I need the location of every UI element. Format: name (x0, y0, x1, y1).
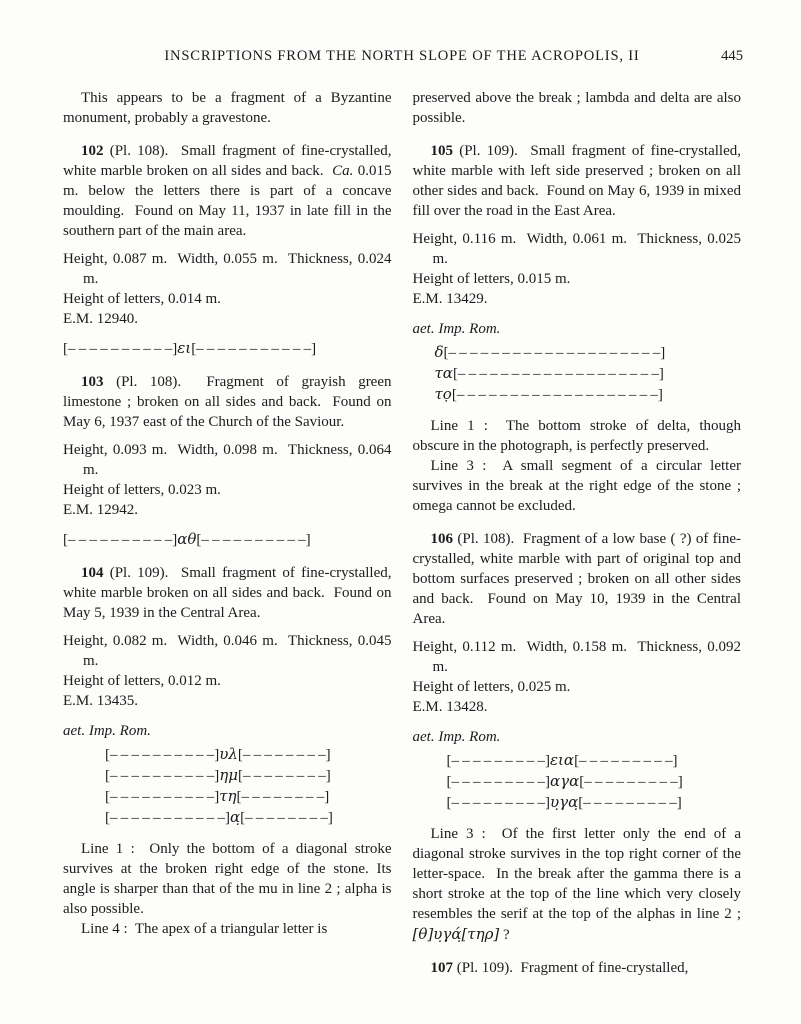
entry-104-inscription-line-2 (105, 765, 392, 786)
inscription-dashes: [– – – – – – – – –] (446, 795, 550, 811)
entry-106-inscription-line-3 (447, 792, 742, 813)
inscription-dashes: [– – – – – – – – – –] (105, 768, 220, 784)
entry-number-104: 104 (81, 565, 104, 581)
entry-103-em-number: E.M. 12942. (63, 502, 138, 518)
entry-105-inscription-block (413, 342, 742, 405)
inscription-greek: α̣ (230, 808, 241, 826)
inscription-greek: εια (550, 751, 575, 769)
entry-102-text-2: 0.015 m. below the letters there is part of a concave moulding. Found on May 11, 1937 in late fill in the southern part of the main area. (63, 163, 392, 239)
entry-106-em-number: E.M. 13428. (412, 699, 488, 715)
inscription-greek: τη (219, 787, 237, 805)
entry-104-line1-comment: Line 1 : Only the bottom of a diagonal stroke survives at the broken right edge of the stone. Its angle is sharper than that of the mu in line 2 ; alpha is also possible. (63, 841, 392, 917)
paragraph-continuation: preserved above the break ; lambda and delta are also possible. (412, 90, 741, 126)
inscription-dashes: [– – – – – – – – – –] (63, 532, 178, 548)
inscription-dashes: [– – – – – – – –] (240, 810, 333, 826)
entry-104-heading (63, 563, 392, 623)
inscription-dashes: [– – – – – – – – – –] (63, 341, 178, 357)
entry-102-heading (63, 141, 392, 241)
entry-104-inscription-line-3 (105, 786, 392, 807)
inscription-dashes: [– – – – – – – – – – –] (191, 341, 317, 357)
page-number: 445 (721, 48, 743, 64)
entry-number-103: 103 (81, 374, 104, 390)
comment-greek: [θ]υ̣γά̣[τηρ] (412, 925, 500, 943)
entry-105-text: (Pl. 109). Small fragment of fine-crystalled, white marble with left side preserved ; broken on all other sides and back. Found on May 6, 1939 in mixed fill over the road in the East Area. (412, 143, 741, 219)
running-head (63, 46, 741, 66)
two-column-body (63, 88, 741, 978)
entry-105-letter-height: Height of letters, 0.015 m. (412, 271, 571, 287)
entry-105-date-label: aet. Imp. Rom. (412, 321, 501, 337)
right-column (413, 88, 742, 978)
inscription-dashes: [– – – – – – – – – –] (105, 747, 220, 763)
entry-105-dimensions: Height, 0.116 m. Width, 0.061 m. Thickness, 0.025 m. (412, 231, 741, 267)
entry-104-em-number: E.M. 13435. (63, 693, 138, 709)
entry-104-line4-comment: Line 4 : The apex of a triangular letter is (81, 921, 328, 937)
entry-106-date-label: aet. Imp. Rom. (412, 729, 501, 745)
entry-106-inscription-line-2 (447, 771, 742, 792)
inscription-greek: αγα (550, 772, 580, 790)
left-column (63, 88, 392, 939)
inscription-dashes: [– – – – – – – – –] (578, 795, 682, 811)
inscription-greek: ημ (219, 766, 238, 784)
inscription-greek: δ (434, 343, 444, 361)
entry-106-inscription-block (413, 750, 742, 813)
entry-102-text-1: (Pl. 108). Small fragment of fine-crystalled, white marble broken on all sides and back. (63, 143, 392, 179)
entry-103-inscription (63, 529, 392, 550)
entry-105-em-number: E.M. 13429. (412, 291, 488, 307)
comment-text: Line 3 : Of the first letter only the end of a diagonal stroke survives in the top right corner of the letter-space. In the break after the gamma there is a short stroke at the top of the line which very closely resembles the serif at the top of the alphas in line 2 ; (412, 826, 741, 922)
entry-104-inscription-line-4 (105, 807, 392, 828)
entry-102-letter-height: Height of letters, 0.014 m. (63, 291, 221, 307)
inscription-dashes: [– – – – – – – – – – – – – – – – – – – –] (443, 345, 666, 361)
inscription-dashes: [– – – – – – – –] (237, 747, 331, 763)
entry-106-heading (413, 529, 742, 629)
inscription-greek: ει (177, 339, 192, 357)
inscription-dashes: [– – – – – – – – – – –] (105, 810, 230, 826)
entry-102-ca-italic: Ca. (332, 163, 354, 179)
inscription-dashes: [– – – – – – – –] (236, 789, 330, 805)
entry-102-em-number: E.M. 12940. (63, 311, 138, 327)
entry-105-heading (413, 141, 742, 221)
entry-number-107: 107 (430, 960, 453, 976)
entry-107-text: (Pl. 109). Fragment of fine-crystalled, (453, 960, 689, 976)
entry-104-letter-height: Height of letters, 0.012 m. (63, 673, 221, 689)
entry-106-inscription-line-1 (447, 750, 742, 771)
inscription-dashes: [– – – – – – – – – –] (196, 532, 311, 548)
entry-103-heading (63, 372, 392, 432)
entry-104-text: (Pl. 109). Small fragment of fine-crystalled, white marble broken on all sides and back. Found on May 5, 1939 in the Central Area. (63, 565, 392, 621)
entry-106-text: (Pl. 108). Fragment of a low base ( ?) of fine-crystalled, white marble with part of original top and bottom surfaces preserved ; broken on all other sides and back. Found on May 10, 1939 in the Central Area. (412, 531, 741, 627)
entry-105-inscription-line-3 (435, 384, 742, 405)
inscription-greek: αθ (177, 530, 197, 548)
page-title: INSCRIPTIONS FROM THE NORTH SLOPE OF THE ACROPOLIS, II (164, 48, 640, 64)
entry-102-dimensions: Height, 0.087 m. Width, 0.055 m. Thickness, 0.024 m. (63, 251, 392, 287)
entry-104-date-label: aet. Imp. Rom. (63, 723, 151, 739)
inscription-dashes: [– – – – – – – – – – – – – – – – – – –] (452, 366, 664, 382)
inscription-greek: τα (434, 364, 453, 382)
entry-102-inscription (63, 338, 392, 359)
entry-104-inscription-line-1 (105, 744, 392, 765)
entry-103-text: (Pl. 108). Fragment of grayish green limestone ; broken on all sides and back. Found on May 6, 1937 east of the Church of the Saviour. (63, 374, 392, 430)
entry-106-letter-height: Height of letters, 0.025 m. (412, 679, 571, 695)
inscription-dashes: [– – – – – – – –] (238, 768, 331, 784)
entry-104-inscription-block (63, 744, 392, 828)
entry-107-heading (413, 958, 742, 978)
entry-104-dimensions: Height, 0.082 m. Width, 0.046 m. Thickness, 0.045 m. (63, 633, 392, 669)
inscription-dashes: [– – – – – – – – –] (574, 753, 678, 769)
inscription-dashes: [– – – – – – – – – –] (105, 789, 220, 805)
inscription-dashes: [– – – – – – – – –] (446, 753, 550, 769)
entry-105-line3-comment: Line 3 : A small segment of a circular letter survives in the break at the right edge of the stone ; omega cannot be excluded. (412, 458, 741, 514)
paragraph-byzantine-note: This appears to be a fragment of a Byzantine monument, probably a gravestone. (63, 90, 392, 126)
entry-number-106: 106 (430, 531, 453, 547)
entry-106-dimensions: Height, 0.112 m. Width, 0.158 m. Thickness, 0.092 m. (412, 639, 741, 675)
entry-103-letter-height: Height of letters, 0.023 m. (63, 482, 221, 498)
inscription-dashes: [– – – – – – – – –] (446, 774, 550, 790)
inscription-greek: τọ (434, 385, 452, 403)
comment-tail: ? (499, 927, 510, 943)
entry-number-102: 102 (81, 143, 104, 159)
entry-number-105: 105 (430, 143, 453, 159)
entry-106-line3-comment (413, 824, 742, 945)
entry-105-inscription-line-1 (435, 342, 742, 363)
entry-105-inscription-line-2 (435, 363, 742, 384)
entry-103-dimensions: Height, 0.093 m. Width, 0.098 m. Thickness, 0.064 m. (63, 442, 392, 478)
entry-105-line1-comment: Line 1 : The bottom stroke of delta, though obscure in the photograph, is perfectly preserved. (412, 418, 741, 454)
inscription-greek: υ̣γα̣ (550, 793, 579, 811)
inscription-dashes: [– – – – – – – – – – – – – – – – – – –] (451, 387, 663, 403)
inscription-dashes: [– – – – – – – – –] (579, 774, 683, 790)
inscription-greek: υλ (219, 745, 238, 763)
